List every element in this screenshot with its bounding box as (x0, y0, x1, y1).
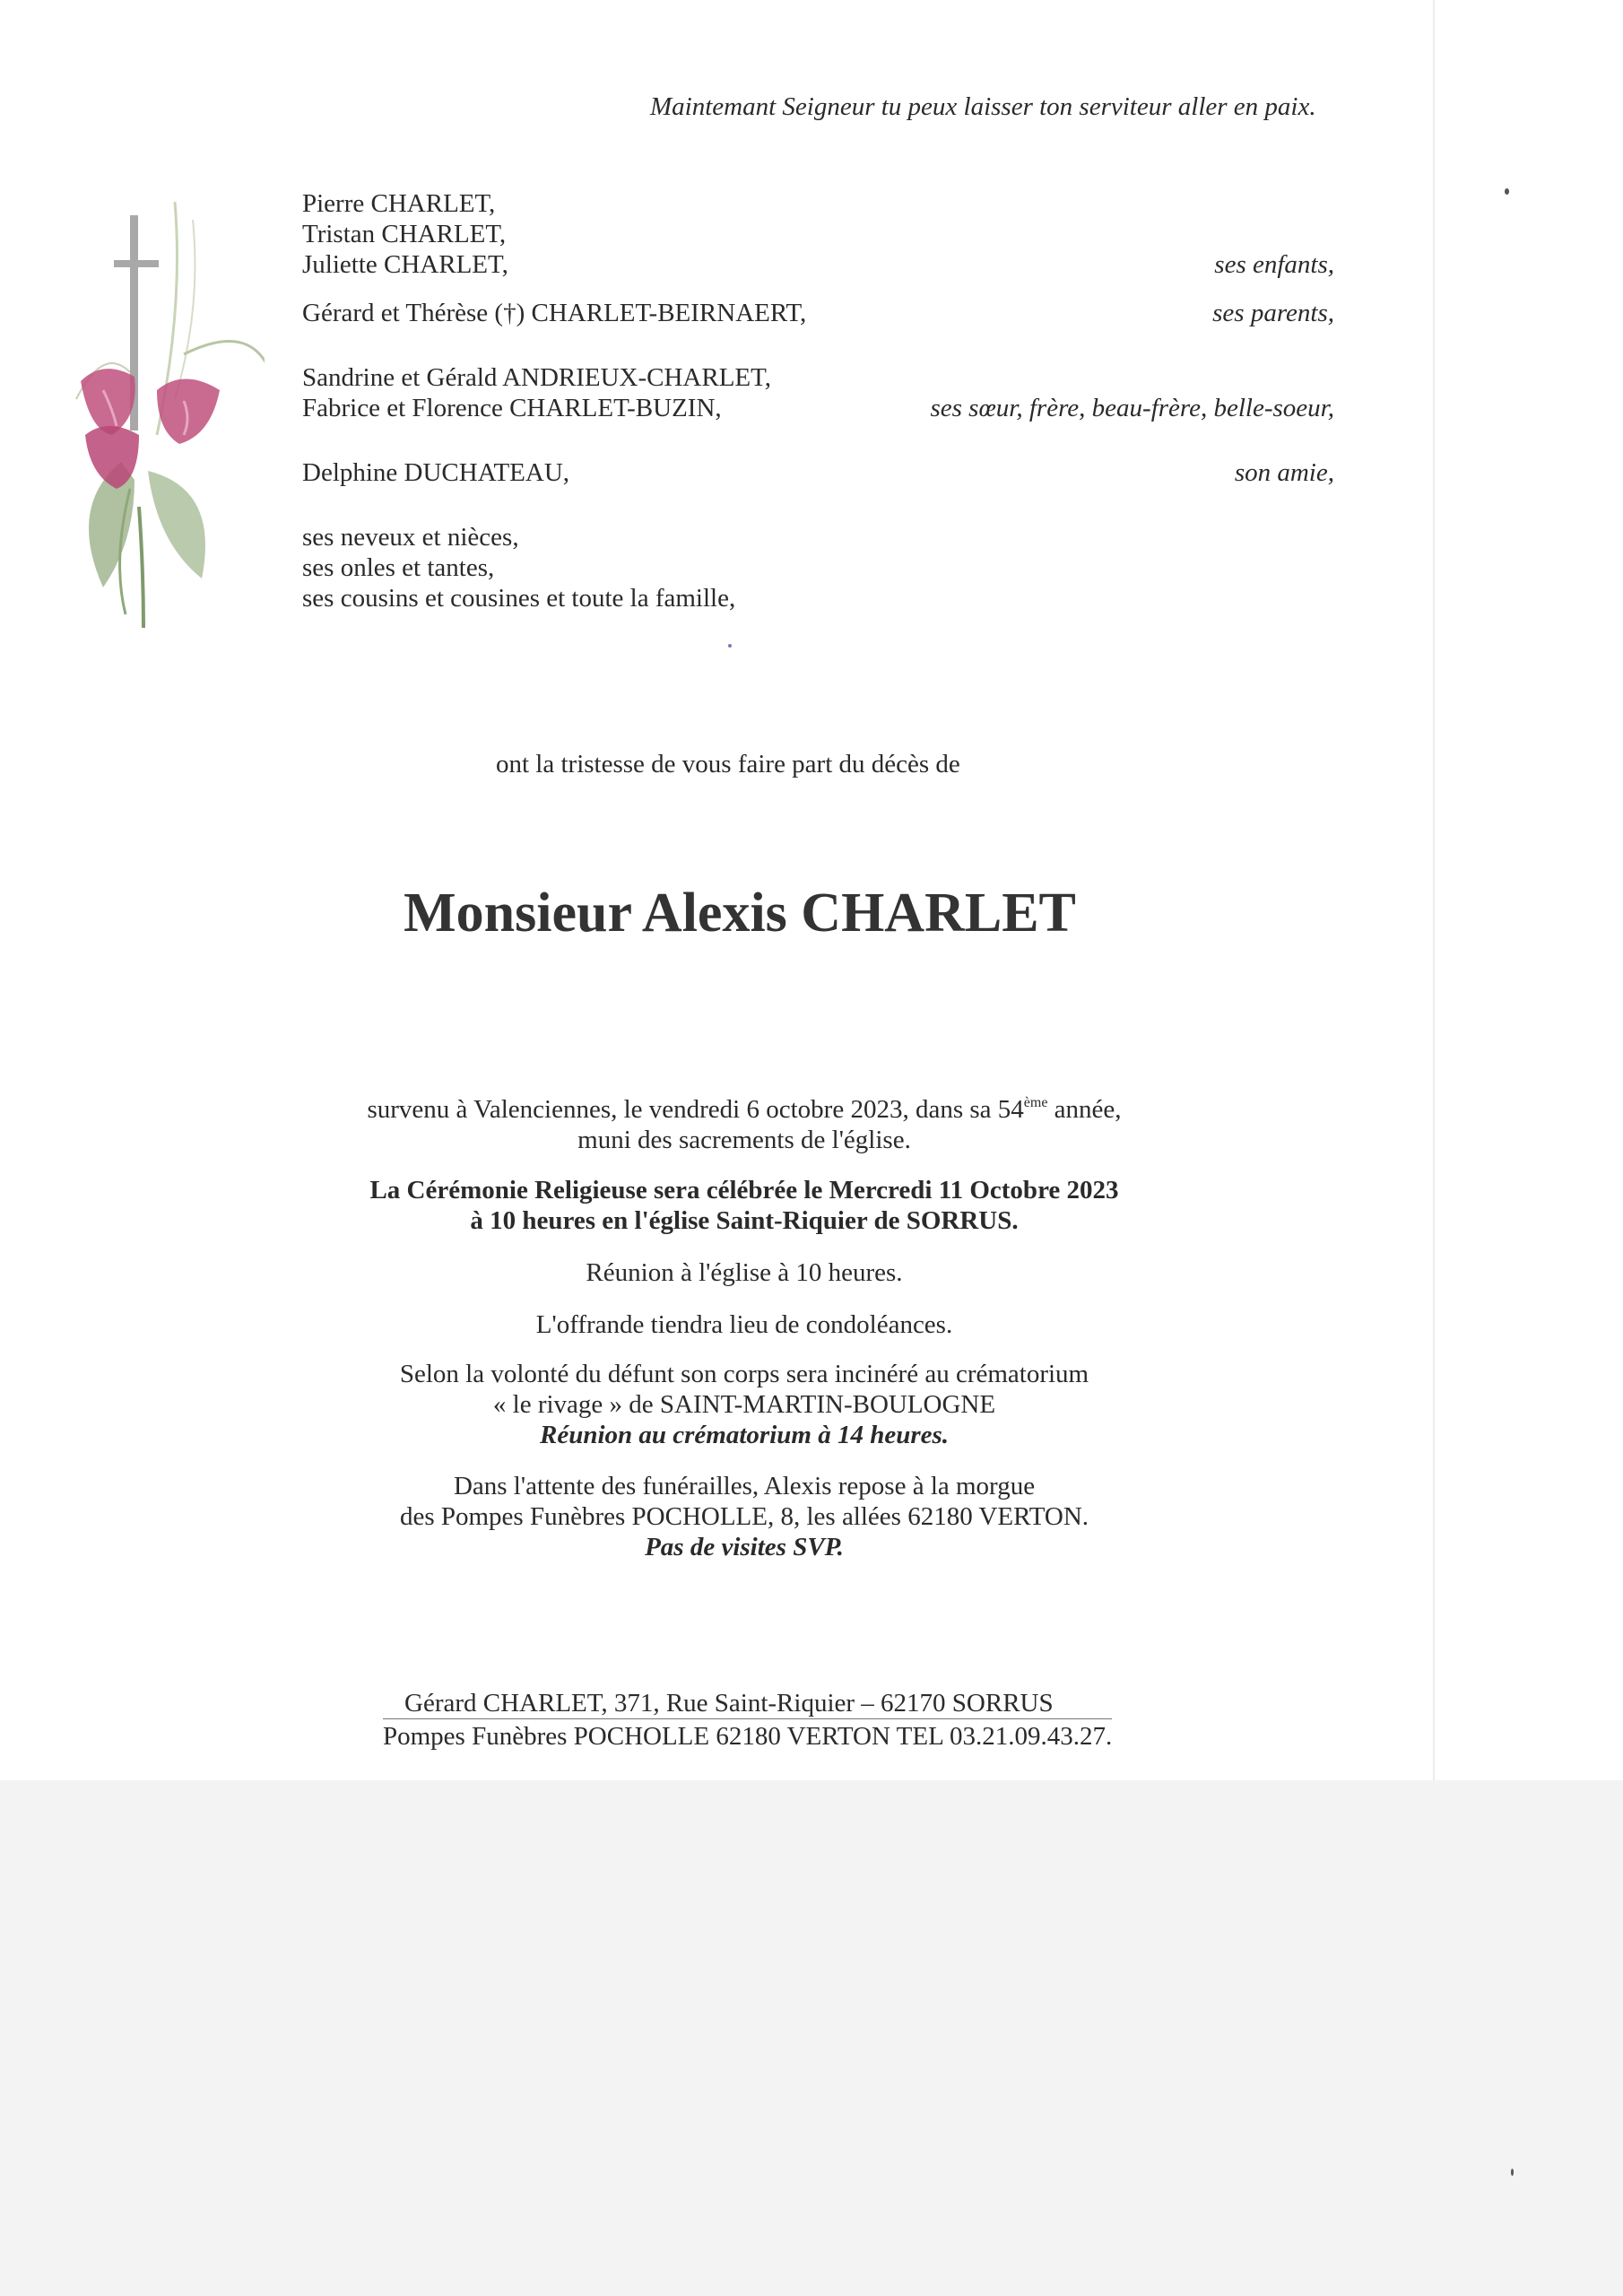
children-relation: ses enfants, (1214, 250, 1334, 279)
siblings-names (302, 362, 771, 423)
death-details (296, 1094, 1193, 1155)
repose-line-3: Pas de visites SVP. (645, 1533, 844, 1561)
death-line-1: survenu à Valenciennes, le vendredi 6 octobre 2023, dans sa 54ème année, (367, 1095, 1122, 1124)
epigraph: Maintemant Seigneur tu peux laisser ton serviteur aller en paix. (650, 92, 1316, 121)
repose-line-1: Dans l'attente des funérailles, Alexis repose à la morgue (453, 1472, 1036, 1500)
ceremony (296, 1175, 1193, 1236)
friend-name: Delphine DUCHATEAU, (302, 458, 570, 487)
repose-line-2: des Pompes Funèbres POCHOLLE, 8, les allées 62180 VERTON. (399, 1502, 1089, 1531)
parents-relation: ses parents, (1212, 299, 1334, 327)
death-line-2: muni des sacrements de l'église. (577, 1126, 911, 1154)
cremation-line-1: Selon la volonté du défunt son corps sera incinéré au crématorium (399, 1360, 1089, 1388)
relatives-line: ses neveux et nièces, (302, 523, 519, 552)
other-relatives (302, 522, 735, 613)
scan-speck (728, 644, 732, 648)
sibling-name: Fabrice et Florence CHARLET-BUZIN, (302, 394, 722, 422)
repose-info (296, 1471, 1193, 1562)
siblings-relation: ses sœur, frère, beau-frère, belle-soeur, (930, 394, 1334, 422)
cremation-info (296, 1359, 1193, 1450)
footer-line-2: Pompes Funèbres POCHOLLE 62180 VERTON TEL 03.21.09.43.27. (383, 1718, 1112, 1752)
deceased-name: Monsieur Alexis CHARLET (404, 883, 1076, 944)
scan-bottom-margin (0, 1780, 1623, 2296)
friend-relation: son amie, (1234, 458, 1334, 487)
relatives-line: ses onles et tantes, (302, 553, 495, 582)
relatives-line: ses cousins et cousines et toute la famille, (302, 584, 736, 613)
ceremony-line-1: La Cérémonie Religieuse sera célébrée le Mercredi 11 Octobre 2023 (369, 1176, 1119, 1205)
scan-speck (1505, 188, 1509, 195)
offering-info: L'offrande tiendra lieu de condoléances. (535, 1310, 953, 1339)
child-name: Tristan CHARLET, (302, 220, 507, 248)
ceremony-line-2: à 10 heures en l'église Saint-Riquier de SORRUS. (470, 1206, 1019, 1235)
announcement: ont la tristesse de vous faire part du décès de (496, 750, 960, 778)
parents-name: Gérard et Thérèse (†) CHARLET-BEIRNAERT, (302, 299, 807, 327)
cremation-line-2: « le rivage » de SAINT-MARTIN-BOULOGNE (492, 1390, 996, 1419)
cremation-line-3: Réunion au crématorium à 14 heures. (539, 1421, 950, 1449)
child-name: Pierre CHARLET, (302, 189, 496, 218)
child-name: Juliette CHARLET, (302, 250, 508, 279)
footer-line-1: Gérard CHARLET, 371, Rue Saint-Riquier – 62170 SORRUS (404, 1689, 1054, 1718)
meeting-info: Réunion à l'église à 10 heures. (586, 1258, 903, 1287)
scan-speck (1511, 2169, 1514, 2176)
children-names (302, 188, 508, 280)
sibling-name: Sandrine et Gérald ANDRIEUX-CHARLET, (302, 363, 771, 392)
cross-and-calla-lily-icon (49, 166, 265, 632)
